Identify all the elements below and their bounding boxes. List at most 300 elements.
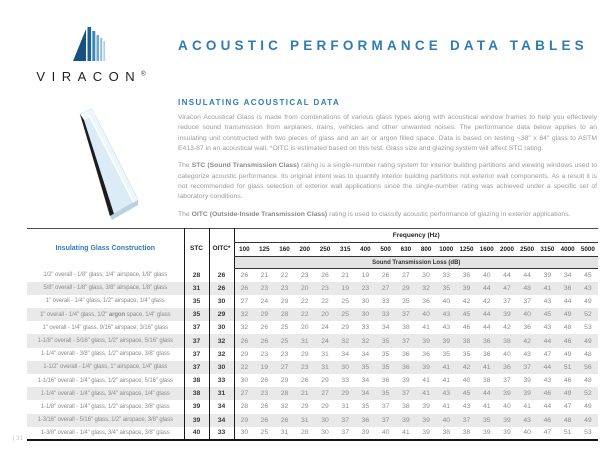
stl-value-cell: 30 (234, 374, 254, 387)
construction-cell: 1" overall - 1/4" glass, 1/2" argon space, 1/4" glass (40, 311, 171, 318)
frequency-tick: 800 (416, 243, 436, 257)
stl-value-cell: 39 (422, 416, 430, 424)
frequency-tick: 1250 (456, 243, 476, 257)
stl-value-cell: 41 (482, 403, 491, 411)
frequency-tick: 125 (254, 243, 274, 257)
construction-cell: 5/8" overall - 1/8" glass, 3/8" airspace, 1/8" glass (43, 285, 168, 292)
stl-value-cell: 46 (462, 324, 471, 332)
brand-name (32, 69, 150, 84)
stl-value-cell: 45 (584, 271, 592, 279)
stl-value-cell: 46 (543, 390, 552, 398)
table-head (27, 229, 598, 269)
stl-value-cell: 44 (523, 271, 531, 279)
stl-value-cell: 49 (584, 403, 592, 411)
stl-value-cell: 40 (442, 416, 451, 424)
stl-value-cell: 35 (442, 350, 451, 358)
stl-value-cell: 48 (584, 350, 592, 358)
stl-value-cell: 38 (442, 429, 451, 437)
stl-value-cell: 49 (563, 311, 572, 319)
oitc-cell: 32 (209, 348, 234, 361)
stl-value-cell: 22 (280, 271, 289, 279)
stl-value-cell: 41 (402, 429, 410, 437)
stl-value-cell: 45 (543, 311, 552, 319)
stl-value-cell: 23 (260, 284, 269, 292)
stl-value-cell: 22 (300, 297, 309, 305)
frequency-tick: 500 (376, 243, 396, 257)
construction-cell: 1-3/16" overall - 5/16" glass, 1/2" airspace, 3/8" glass (37, 417, 173, 424)
frequency-tick: 4000 (558, 243, 578, 257)
construction-cell: 1/2" overall - 1/8" glass, 1/4" airspace, 1/8" glass (43, 272, 168, 279)
stl-value-cell: 29 (402, 284, 410, 292)
oitc-cell: 32 (209, 334, 234, 347)
construction-cell: 1-1/4" overall - 1/4" glass, 3/4" airspace, 1/4" glass (40, 390, 170, 397)
stl-value-cell: 39 (482, 429, 491, 437)
stl-value-cell: 37 (402, 311, 410, 319)
stl-value-cell: 47 (503, 284, 511, 292)
stl-value-cell: 29 (234, 348, 254, 361)
stl-value-cell: 27 (280, 363, 289, 371)
stc-cell: 39 (184, 400, 209, 413)
oitc-cell: 33 (209, 427, 234, 440)
stl-value-cell: 31 (341, 403, 349, 411)
stl-value-cell: 33 (442, 271, 451, 279)
stl-value-cell: 43 (523, 416, 531, 424)
stl-value-cell: 35 (381, 337, 390, 345)
stl-value-cell: 42 (503, 324, 511, 332)
stl-value-cell: 43 (543, 377, 552, 385)
stl-value-cell: 42 (462, 297, 471, 305)
frequency-tick: 1600 (477, 243, 497, 257)
stl-value-cell: 36 (381, 377, 390, 385)
stl-value-cell: 36 (482, 350, 491, 358)
stc-cell: 38 (184, 374, 209, 387)
oitc-column-header: OITC* (209, 229, 234, 269)
stl-value-cell: 20 (300, 324, 309, 332)
stl-value-cell: 44 (543, 363, 552, 371)
stl-value-cell: 40 (422, 311, 430, 319)
stl-value-cell: 44 (482, 311, 491, 319)
stl-value-cell: 39 (503, 429, 511, 437)
stl-value-cell: 38 (503, 337, 511, 345)
stl-value-cell: 37 (402, 337, 410, 345)
stl-value-cell: 43 (462, 403, 471, 411)
stl-value-cell: 24 (321, 324, 329, 332)
stl-value-cell: 39 (503, 390, 511, 398)
stl-value-cell: 25 (280, 337, 289, 345)
stc-cell: 37 (184, 321, 209, 334)
table-row (27, 400, 598, 413)
body-copy (178, 113, 597, 227)
stl-value-cell: 39 (442, 337, 451, 345)
stl-value-cell: 53 (584, 324, 592, 332)
stl-value-cell: 29 (321, 377, 329, 385)
stl-value-cell: 45 (462, 390, 471, 398)
stl-value-cell: 29 (341, 390, 349, 398)
stl-value-cell: 39 (361, 429, 370, 437)
stl-value-cell: 19 (260, 363, 269, 371)
stl-value-cell: 38 (462, 429, 471, 437)
oitc-paragraph-bold: OITC (Outside-Inside Transmission Class) (191, 210, 328, 218)
stl-value-cell: 26 (300, 377, 309, 385)
stl-value-cell: 41 (422, 377, 430, 385)
registered-mark: ® (141, 71, 146, 78)
stl-header: Sound Transmission Loss (dB) (234, 257, 598, 269)
stl-value-cell: 29 (280, 297, 289, 305)
stc-cell: 38 (184, 387, 209, 400)
stl-value-cell: 34 (361, 377, 370, 385)
stl-value-cell: 20 (321, 311, 329, 319)
stc-paragraph-post: rating is a single-number rating system for interior building partitions and viewing windows used to categorize acoustic performance. Its original intent was to quantify interior building partitions not exterior wall components. As a result it is not recommended for glass selection of exterior wall applications since the single-number rating was achieved under a specific set of laboratory conditions. (178, 162, 597, 201)
stl-value-cell: 26 (234, 282, 254, 295)
stl-value-cell: 26 (321, 271, 329, 279)
stl-value-cell: 38 (402, 403, 410, 411)
stl-value-cell: 28 (280, 390, 289, 398)
stl-value-cell: 19 (341, 284, 349, 292)
stl-value-cell: 22 (321, 297, 329, 305)
stl-value-cell: 36 (422, 350, 430, 358)
stl-value-cell: 48 (584, 377, 592, 385)
stl-value-cell: 24 (260, 297, 269, 305)
table-row (27, 348, 598, 361)
stl-value-cell: 48 (523, 284, 531, 292)
stl-value-cell: 44 (503, 271, 511, 279)
stl-value-cell: 21 (300, 390, 309, 398)
stc-cell: 40 (184, 427, 209, 440)
stl-value-cell: 37 (503, 377, 511, 385)
stl-value-cell: 31 (300, 337, 309, 345)
stl-value-cell: 26 (381, 271, 390, 279)
table-row (27, 427, 598, 440)
stl-value-cell: 37 (523, 363, 531, 371)
stl-value-cell: 33 (361, 324, 370, 332)
oitc-cell: 29 (209, 308, 234, 321)
table-row (27, 269, 598, 282)
stl-value-cell: 34 (341, 350, 349, 358)
stl-value-cell: 29 (300, 350, 309, 358)
stl-value-cell: 26 (234, 334, 254, 347)
stl-value-cell: 24 (321, 337, 329, 345)
page-number: | 31 (13, 436, 23, 442)
stl-value-cell: 27 (321, 390, 329, 398)
stl-value-cell: 45 (462, 311, 471, 319)
stl-value-cell: 29 (234, 414, 254, 427)
stl-value-cell: 43 (543, 324, 552, 332)
frequency-tick: 315 (335, 243, 355, 257)
stl-value-cell: 42 (523, 337, 531, 345)
stl-value-cell: 32 (234, 321, 254, 334)
oitc-paragraph-pre: The (178, 210, 192, 218)
stl-value-cell: 48 (563, 324, 572, 332)
stl-value-cell: 32 (280, 403, 289, 411)
stl-value-cell: 36 (462, 271, 471, 279)
stc-column-header: STC (184, 229, 209, 269)
acoustic-table (27, 228, 598, 441)
construction-cell: 1-1/8" overall - 5/16" glass, 1/2" airspace, 5/16" glass (37, 338, 173, 345)
stl-value-cell: 35 (361, 403, 370, 411)
table-row (27, 334, 598, 347)
stl-value-cell: 48 (563, 416, 572, 424)
stl-value-cell: 35 (381, 363, 390, 371)
stl-value-cell: 49 (584, 297, 592, 305)
construction-cell: 1" overall - 1/4" glass, 1/2" airspace, 1/4" glass (45, 298, 165, 305)
stl-value-cell: 34 (361, 390, 370, 398)
stl-value-cell: 43 (584, 284, 592, 292)
stl-value-cell: 40 (503, 403, 511, 411)
stl-value-cell: 40 (523, 429, 531, 437)
stl-value-cell: 40 (442, 297, 451, 305)
oitc-paragraph-post: rating is used to classify acoustic performance of glazing in exterior applications. (327, 210, 571, 218)
stl-value-cell: 39 (523, 377, 531, 385)
stl-value-cell: 41 (523, 403, 531, 411)
stc-cell: 37 (184, 361, 209, 374)
stl-value-cell: 36 (422, 297, 430, 305)
stl-value-cell: 41 (482, 363, 491, 371)
stl-value-cell: 36 (503, 363, 511, 371)
frequency-tick: 630 (396, 243, 416, 257)
stl-value-cell: 23 (260, 350, 269, 358)
stl-value-cell: 37 (523, 297, 531, 305)
stl-value-cell: 26 (280, 416, 289, 424)
stl-value-cell: 30 (361, 297, 370, 305)
frequency-tick: 160 (274, 243, 294, 257)
oitc-paragraph (178, 210, 597, 220)
oitc-cell: 31 (209, 387, 234, 400)
stl-value-cell: 40 (381, 429, 390, 437)
frequency-tick: 100 (234, 243, 254, 257)
stl-value-cell: 53 (584, 429, 592, 437)
stl-value-cell: 43 (442, 390, 451, 398)
stl-value-cell: 37 (381, 416, 390, 424)
frequency-tick: 1000 (436, 243, 456, 257)
stl-value-cell: 44 (563, 297, 572, 305)
stl-value-cell: 30 (321, 416, 329, 424)
stl-value-cell: 27 (234, 387, 254, 400)
stl-value-cell: 34 (361, 350, 370, 358)
stl-value-cell: 46 (563, 337, 572, 345)
stl-value-cell: 29 (260, 311, 269, 319)
stl-value-cell: 27 (402, 271, 410, 279)
stl-value-cell: 41 (442, 403, 451, 411)
table-row (27, 295, 598, 308)
stl-value-cell: 44 (543, 403, 552, 411)
stl-value-cell: 39 (402, 377, 410, 385)
stl-value-cell: 41 (422, 324, 430, 332)
stl-value-cell: 36 (402, 350, 410, 358)
stl-value-cell: 37 (341, 416, 349, 424)
stl-value-cell: 39 (402, 416, 410, 424)
stl-value-cell: 31 (280, 429, 289, 437)
stl-value-cell: 36 (402, 363, 410, 371)
stl-value-cell: 31 (321, 363, 329, 371)
stc-cell: 28 (184, 269, 209, 282)
stl-value-cell: 49 (563, 350, 572, 358)
stl-value-cell: 52 (584, 390, 592, 398)
stl-value-cell: 21 (341, 271, 349, 279)
stc-cell: 39 (184, 414, 209, 427)
stl-value-cell: 27 (234, 295, 254, 308)
stc-cell: 37 (184, 348, 209, 361)
stl-value-cell: 42 (482, 297, 491, 305)
table-row (27, 387, 598, 400)
stl-value-cell: 33 (381, 297, 390, 305)
stl-value-cell: 40 (462, 377, 471, 385)
stl-value-cell: 37 (503, 297, 511, 305)
stl-value-cell: 25 (341, 311, 349, 319)
section-title: INSULATING ACOUSTICAL DATA (178, 98, 341, 107)
header-row (27, 229, 598, 243)
table-row (27, 308, 598, 321)
stl-value-cell: 27 (381, 284, 390, 292)
stl-value-cell: 47 (543, 350, 552, 358)
frequency-tick: 2500 (517, 243, 537, 257)
stl-value-cell: 30 (234, 427, 254, 440)
stl-value-cell: 36 (361, 416, 370, 424)
stl-value-cell: 56 (584, 363, 592, 371)
stl-value-cell: 51 (563, 429, 572, 437)
stl-value-cell: 37 (402, 390, 410, 398)
stl-value-cell: 39 (503, 416, 511, 424)
stc-cell: 31 (184, 282, 209, 295)
stl-value-cell: 37 (341, 429, 349, 437)
stl-value-cell: 44 (482, 390, 491, 398)
stl-value-cell: 35 (361, 363, 370, 371)
stl-value-cell: 26 (260, 403, 269, 411)
glass-unit-image (48, 106, 160, 224)
table-wrapper (27, 228, 598, 441)
stl-value-cell: 23 (280, 284, 289, 292)
stl-value-cell: 29 (341, 324, 349, 332)
table-row (27, 374, 598, 387)
stc-paragraph-bold: STC (Sound Transmission Class) (191, 162, 300, 170)
stl-value-cell: 38 (402, 324, 410, 332)
stc-cell: 37 (184, 334, 209, 347)
stl-value-cell: 30 (321, 429, 329, 437)
stl-value-cell: 41 (442, 377, 451, 385)
stl-value-cell: 37 (381, 403, 390, 411)
stl-value-cell: 39 (523, 390, 531, 398)
table-body (27, 269, 598, 440)
stc-paragraph-pre: The (178, 162, 192, 170)
stl-value-cell: 39 (422, 337, 430, 345)
stl-value-cell: 20 (300, 284, 309, 292)
stl-value-cell: 22 (300, 311, 309, 319)
stc-cell: 35 (184, 308, 209, 321)
oitc-cell: 30 (209, 361, 234, 374)
stl-value-cell: 40 (503, 350, 511, 358)
stl-value-cell: 39 (422, 363, 430, 371)
stl-value-cell: 29 (280, 377, 289, 385)
stl-value-cell: 49 (584, 416, 592, 424)
stl-value-cell: 28 (300, 429, 309, 437)
stl-value-cell: 29 (321, 403, 329, 411)
intro-paragraph: Viracon Acoustical Glass is made from combinations of various glass types along with acoustical window frames to help you effectively reduce sound transmission from airplanes, trains, vehicles and other unwanted noises. The performance data below applies to an insulating unit constructed with two pieces of glass and an air or argon filled space. Data is based on testing ~38" x 84" glass to ASTM E413-87 in an acoustical wall. *OITC is estimated based on this test. Glass size and glazing system will affect STC rating. (178, 114, 597, 152)
stl-value-cell: 31 (321, 350, 329, 358)
stl-value-cell: 26 (260, 416, 269, 424)
construction-column-header: Insulating Glass Construction (55, 245, 156, 253)
stl-value-cell: 23 (260, 390, 269, 398)
stl-value-cell: 47 (563, 403, 572, 411)
stl-value-cell: 28 (280, 311, 289, 319)
frequency-tick: 5000 (578, 243, 598, 257)
frequency-tick: 2000 (497, 243, 517, 257)
stl-value-cell: 44 (482, 284, 491, 292)
oitc-cell: 30 (209, 321, 234, 334)
stl-value-cell: 30 (361, 311, 370, 319)
stl-value-cell: 32 (234, 308, 254, 321)
stl-value-cell: 36 (523, 324, 531, 332)
stl-value-cell: 32 (361, 337, 370, 345)
oitc-cell: 34 (209, 414, 234, 427)
stl-value-cell: 23 (300, 363, 309, 371)
stl-value-cell: 26 (260, 377, 269, 385)
stl-value-cell: 43 (543, 297, 552, 305)
stl-value-cell: 51 (563, 363, 572, 371)
construction-cell: 1-1/16" overall - 1/4" glass, 1/2" airspace, 5/16" glass (37, 377, 173, 384)
stl-value-cell: 41 (543, 284, 552, 292)
stl-value-cell: 35 (381, 390, 390, 398)
stl-value-cell: 35 (462, 350, 471, 358)
frequency-tick: 250 (315, 243, 335, 257)
stl-value-cell: 41 (422, 390, 430, 398)
stl-value-cell: 32 (422, 284, 430, 292)
stl-value-cell: 25 (280, 324, 289, 332)
stl-value-cell: 43 (442, 311, 451, 319)
stl-value-cell: 39 (503, 311, 511, 319)
stl-value-cell: 49 (584, 337, 592, 345)
construction-cell: 1-3/8" overall - 1/4" glass, 3/4" airspace, 3/8" glass (40, 429, 170, 436)
stl-value-cell: 47 (543, 429, 552, 437)
stl-value-cell: 36 (563, 284, 572, 292)
stl-value-cell: 28 (234, 400, 254, 413)
table-row (27, 282, 598, 295)
stl-value-cell: 21 (260, 271, 269, 279)
stl-value-cell: 42 (462, 363, 471, 371)
stl-value-cell: 26 (260, 337, 269, 345)
stl-value-cell: 39 (422, 429, 430, 437)
stl-value-cell: 23 (361, 284, 370, 292)
frequency-tick: 200 (295, 243, 315, 257)
stl-value-cell: 35 (442, 284, 451, 292)
oitc-cell: 30 (209, 295, 234, 308)
stl-value-cell: 25 (260, 429, 269, 437)
stl-value-cell: 26 (260, 324, 269, 332)
construction-cell: 1-1/4" overall - 3/8" glass, 1/2" airspace, 3/8" glass (40, 351, 170, 358)
stl-value-cell: 29 (300, 403, 309, 411)
stl-value-cell: 35 (381, 350, 390, 358)
frequency-tick: 3150 (537, 243, 557, 257)
stl-value-cell: 35 (402, 297, 410, 305)
table-row (27, 321, 598, 334)
stl-value-cell: 23 (321, 284, 329, 292)
stl-value-cell: 19 (361, 271, 370, 279)
stl-value-cell: 36 (482, 337, 491, 345)
construction-cell: 1" overall - 1/4" glass, 9/16" airspace, 3/16" glass (42, 324, 168, 331)
stl-value-cell: 26 (234, 269, 254, 282)
stl-value-cell: 30 (341, 363, 349, 371)
stl-value-cell: 23 (300, 271, 309, 279)
frequency-tick: 400 (355, 243, 375, 257)
stc-paragraph (178, 161, 597, 202)
stl-value-cell: 52 (584, 311, 592, 319)
stl-value-cell: 39 (422, 403, 430, 411)
stl-value-cell: 46 (563, 377, 572, 385)
stl-value-cell: 46 (543, 416, 552, 424)
oitc-cell: 26 (209, 282, 234, 295)
frequency-header: Frequency (Hz) (234, 229, 598, 243)
stl-value-cell: 43 (523, 350, 531, 358)
stl-value-cell: 49 (563, 390, 572, 398)
stl-value-cell: 39 (462, 284, 471, 292)
